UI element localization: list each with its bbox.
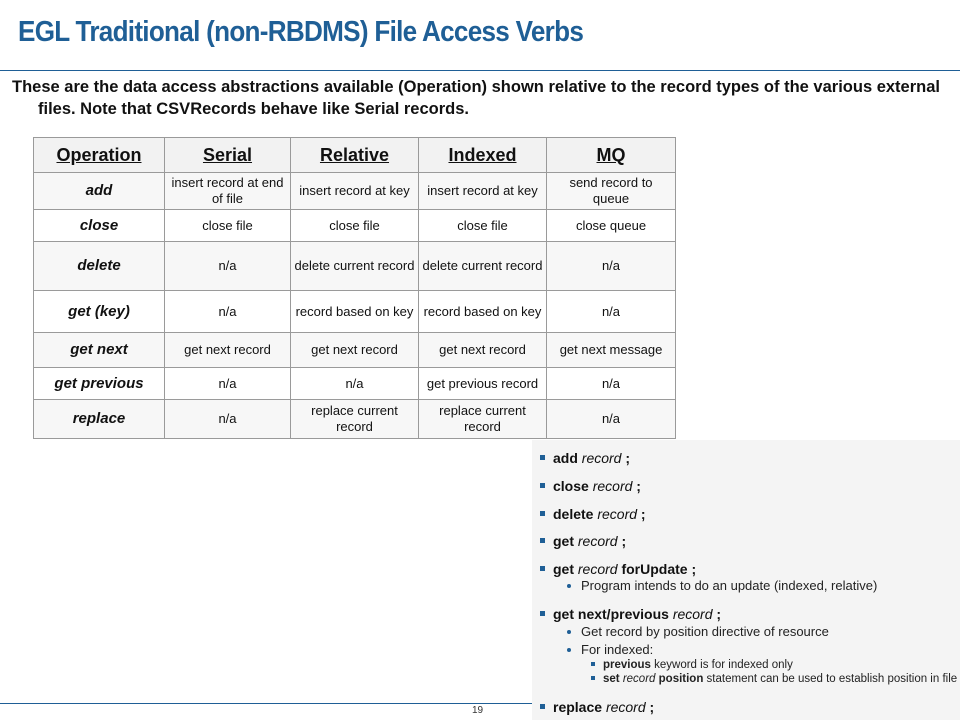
verb-previous-keyword-note: previous keyword is for indexed only <box>591 659 793 671</box>
verb-get-for-update-note: Program intends to do an update (indexed, relative) <box>567 578 877 593</box>
square-bullet-icon <box>591 676 595 680</box>
square-bullet-icon <box>540 611 545 616</box>
table-cell: add <box>34 173 165 210</box>
table-row <box>34 291 676 333</box>
file-access-verbs-table <box>33 137 676 439</box>
header-serial: Serial <box>165 138 291 173</box>
table-row <box>34 400 676 439</box>
footer-divider <box>0 703 532 704</box>
square-bullet-icon <box>540 455 545 460</box>
table-cell: get next <box>34 333 165 368</box>
verb-add: add record ; <box>540 450 630 466</box>
table-cell: replace <box>34 400 165 439</box>
table-row <box>34 333 676 368</box>
verb-delete: delete record ; <box>540 506 646 522</box>
table-header-row <box>34 138 676 173</box>
table-cell: insert record at end of file <box>165 173 291 210</box>
table-cell: n/a <box>165 368 291 400</box>
table-cell: send record to queue <box>547 173 676 210</box>
table-cell: get next record <box>291 333 419 368</box>
dot-bullet-icon <box>567 648 571 652</box>
square-bullet-icon <box>540 483 545 488</box>
verb-replace: replace record ; <box>540 699 654 715</box>
verb-get-next-previous: get next/previous record ; <box>540 606 721 622</box>
verb-get-next-indexed: For indexed: <box>567 642 653 657</box>
verb-close: close record ; <box>540 478 641 494</box>
square-bullet-icon <box>540 538 545 543</box>
square-bullet-icon <box>591 662 595 666</box>
page-number: 19 <box>472 705 484 716</box>
table-cell: close file <box>419 210 547 242</box>
table-cell: insert record at key <box>419 173 547 210</box>
square-bullet-icon <box>540 566 545 571</box>
table-cell: replace current record <box>419 400 547 439</box>
dot-bullet-icon <box>567 584 571 588</box>
table-cell: get previous <box>34 368 165 400</box>
table-row <box>34 173 676 210</box>
table-cell: n/a <box>291 368 419 400</box>
table-cell: replace current record <box>291 400 419 439</box>
verb-get-next-note: Get record by position directive of resource <box>567 624 829 639</box>
square-bullet-icon <box>540 704 545 709</box>
dot-bullet-icon <box>567 630 571 634</box>
table-row <box>34 210 676 242</box>
table-cell: record based on key <box>419 291 547 333</box>
table-row <box>34 368 676 400</box>
table-cell: n/a <box>547 291 676 333</box>
table-cell: insert record at key <box>291 173 419 210</box>
table-row <box>34 242 676 291</box>
table-cell: get previous record <box>419 368 547 400</box>
table-cell: record based on key <box>291 291 419 333</box>
title-divider <box>0 70 960 71</box>
table-cell: delete <box>34 242 165 291</box>
table-cell: n/a <box>165 291 291 333</box>
verb-get-for-update: get record forUpdate ; <box>540 561 696 577</box>
table-cell: n/a <box>165 242 291 291</box>
table-cell: close file <box>291 210 419 242</box>
table-cell: delete current record <box>291 242 419 291</box>
table-cell: n/a <box>547 400 676 439</box>
table-cell: close <box>34 210 165 242</box>
verb-set-position-note: set record position statement can be used to establish position in file <box>591 673 957 685</box>
header-mq: MQ <box>547 138 676 173</box>
table-cell: n/a <box>547 368 676 400</box>
table-cell: get next record <box>419 333 547 368</box>
table-cell: n/a <box>547 242 676 291</box>
verb-get: get record ; <box>540 533 626 549</box>
slide-title: EGL Traditional (non-RBDMS) File Access Verbs <box>18 16 584 48</box>
table-cell: get (key) <box>34 291 165 333</box>
table-cell: get next record <box>165 333 291 368</box>
intro-text: These are the data access abstractions available (Operation) shown relative to the record types of the various external files. Note that CSVRecords behave like Serial records. <box>12 78 940 118</box>
table-cell: close file <box>165 210 291 242</box>
table-cell: close queue <box>547 210 676 242</box>
table-cell: n/a <box>165 400 291 439</box>
header-relative: Relative <box>291 138 419 173</box>
square-bullet-icon <box>540 511 545 516</box>
header-operation: Operation <box>34 138 165 173</box>
table-cell: delete current record <box>419 242 547 291</box>
header-indexed: Indexed <box>419 138 547 173</box>
table-cell: get next message <box>547 333 676 368</box>
